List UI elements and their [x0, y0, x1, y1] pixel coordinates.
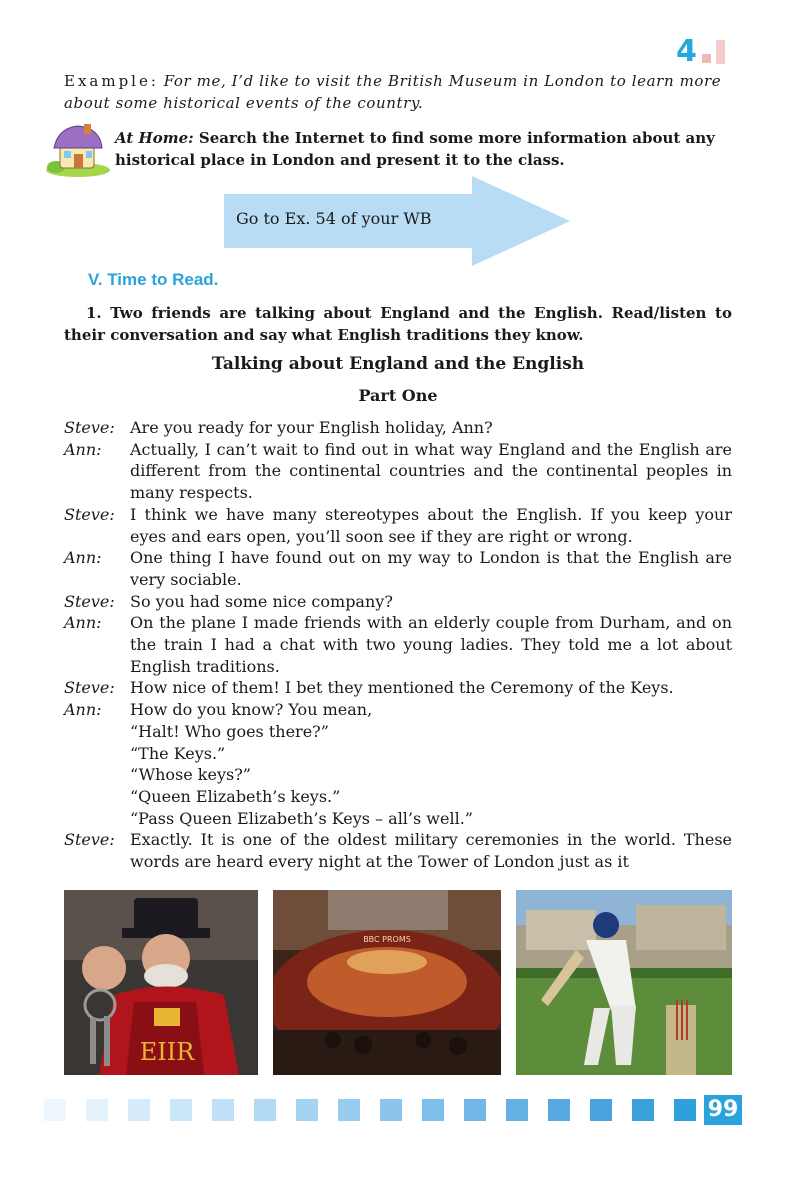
at-home-text: Search the Internet to find some more information about any historical place in London and present it to the class.	[115, 129, 715, 169]
footer-square	[506, 1099, 528, 1121]
eiir-badge-text: EIIR	[139, 1038, 195, 1066]
beefeater-photo	[64, 890, 258, 1075]
dialogue-line	[64, 764, 732, 786]
task-instructions: 1. Two friends are talking about England and the English. Read/listen to their conversation and say what English traditions they know.	[64, 304, 732, 344]
line-text: “Whose keys?”	[130, 765, 251, 785]
line-text: One thing I have found out on my way to London is that the English are very sociable.	[130, 548, 732, 589]
speaker: Steve:	[64, 830, 115, 850]
footer-square	[44, 1099, 66, 1121]
dialogue-line	[64, 439, 732, 504]
at-home-label: At Home:	[115, 129, 194, 147]
dialogue-line	[64, 547, 732, 590]
footer-square	[128, 1099, 150, 1121]
line-text: “Queen Elizabeth’s keys.”	[130, 786, 341, 806]
line-text: How do you know? You mean,	[130, 700, 373, 720]
unit-bar	[716, 40, 725, 64]
footer-square	[590, 1099, 612, 1121]
footer-square	[548, 1099, 570, 1121]
speaker	[64, 764, 130, 786]
footer-decoration	[44, 1099, 704, 1125]
unit-marker	[676, 34, 732, 69]
dialogue-line	[64, 677, 732, 699]
footer-square	[212, 1099, 234, 1121]
footer-square	[296, 1099, 318, 1121]
dialogue-line	[64, 417, 732, 439]
line-text: I think we have many stereotypes about the English. If you keep your eyes and ears open, you’ll soon see if they are right or wrong.	[130, 504, 732, 546]
dialogue-line	[64, 808, 732, 830]
page-number: 99	[704, 1095, 742, 1125]
footer-square	[170, 1099, 192, 1121]
line-text: On the plane I made friends with an elderly couple from Durham, and on the train I had a chat with two young ladies. They told me a lot about English traditions.	[130, 613, 732, 676]
speaker: Ann:	[64, 548, 102, 568]
speaker	[64, 721, 130, 743]
unit-dot	[702, 54, 711, 63]
footer-square	[254, 1099, 276, 1121]
speaker	[64, 808, 130, 830]
footer-square	[422, 1099, 444, 1121]
reading-title: Talking about England and the English	[211, 354, 585, 374]
footer-square	[464, 1099, 486, 1121]
speaker: Ann:	[64, 613, 102, 633]
speaker: Steve:	[64, 678, 115, 698]
speaker: Ann:	[64, 439, 102, 459]
dialogue-line	[64, 786, 732, 808]
example-text: For me, I’d like to visit the British Museum in London to learn more about some historical events of the country.	[64, 72, 722, 112]
at-home-task	[115, 127, 732, 171]
line-text: “Halt! Who goes there?”	[130, 721, 329, 741]
dialogue-line	[64, 721, 732, 743]
dialogue-line	[64, 612, 732, 677]
dialogue	[64, 417, 732, 873]
proms-banner-text: BBC PROMS	[363, 935, 411, 944]
dialogue-line	[64, 743, 732, 765]
speaker	[64, 786, 130, 808]
royal-albert-hall-proms-photo	[273, 890, 501, 1075]
example-paragraph	[64, 70, 732, 114]
reading-part: Part One	[358, 386, 438, 405]
line-text: Are you ready for your English holiday, Ann?	[130, 418, 493, 437]
line-text: “The Keys.”	[130, 743, 226, 763]
line-text: Exactly. It is one of the oldest military ceremonies in the world. These words are heard every night at the Tower of London just as it	[130, 830, 732, 872]
unit-number: 4	[676, 34, 697, 69]
speaker: Ann:	[64, 700, 102, 720]
speaker	[64, 743, 130, 765]
line-text: “Pass Queen Elizabeth’s Keys – all’s well.”	[130, 808, 473, 828]
dialogue-line	[64, 504, 732, 547]
line-text: Actually, I can’t wait to find out in what way England and the English are different from the continental countries and the continental peoples in many respects.	[130, 439, 732, 503]
footer-square	[674, 1099, 696, 1121]
workbook-reference: Go to Ex. 54 of your WB	[236, 209, 432, 228]
footer-square	[380, 1099, 402, 1121]
home-icon	[44, 122, 112, 178]
dialogue-line	[64, 829, 732, 872]
line-text: How nice of them! I bet they mentioned the Ceremony of the Keys.	[130, 678, 674, 698]
example-label: Example:	[64, 72, 159, 90]
speaker: Steve:	[64, 418, 115, 437]
speaker: Steve:	[64, 591, 115, 611]
section-heading: V. Time to Read.	[88, 270, 219, 289]
line-text: So you had some nice company?	[130, 591, 393, 611]
dialogue-line	[64, 591, 732, 613]
footer-square	[338, 1099, 360, 1121]
photo-strip	[64, 890, 732, 1075]
speaker: Steve:	[64, 504, 115, 524]
footer-square	[632, 1099, 654, 1121]
dialogue-line	[64, 699, 732, 721]
footer-square	[86, 1099, 108, 1121]
cricket-photo	[516, 890, 732, 1075]
